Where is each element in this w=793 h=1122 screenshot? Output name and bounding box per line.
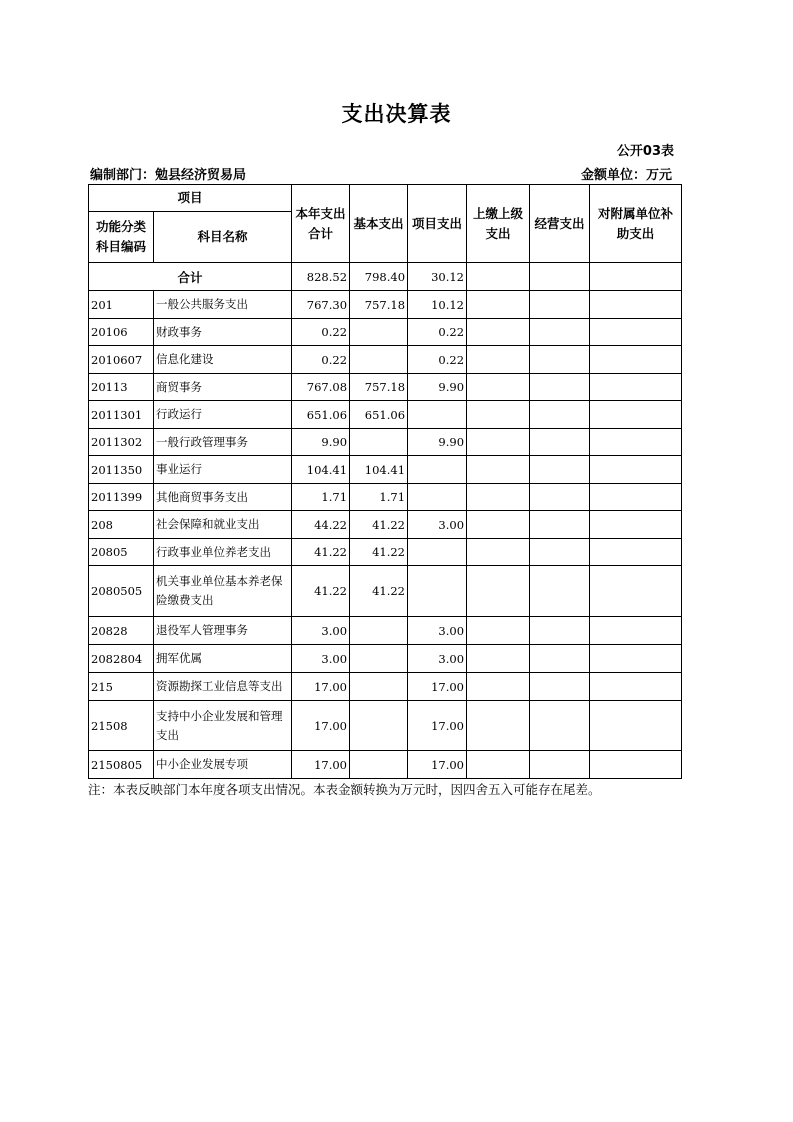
row-name: 财政事务	[154, 319, 292, 346]
row-basic	[350, 751, 408, 779]
row-total: 41.22	[292, 566, 350, 617]
row-basic	[350, 429, 408, 456]
row-code: 208	[89, 511, 154, 539]
row-code: 20106	[89, 319, 154, 346]
table-row	[89, 673, 682, 701]
row-business	[530, 456, 590, 484]
total-subsidy	[590, 263, 682, 291]
row-upper	[467, 346, 530, 374]
row-name: 机关事业单位基本养老保险缴费支出	[154, 566, 292, 617]
row-business	[530, 484, 590, 511]
row-basic: 757.18	[350, 291, 408, 319]
row-business	[530, 401, 590, 429]
row-name: 行政运行	[154, 401, 292, 429]
row-business	[530, 701, 590, 751]
table-row	[89, 401, 682, 429]
table-row	[89, 429, 682, 456]
row-basic	[350, 673, 408, 701]
row-name: 社会保障和就业支出	[154, 511, 292, 539]
total-label: 合计	[89, 263, 292, 291]
page-title: 支出决算表	[341, 102, 452, 126]
row-total: 17.00	[292, 751, 350, 779]
row-project: 9.90	[408, 429, 467, 456]
table-row	[89, 484, 682, 511]
row-business	[530, 751, 590, 779]
row-code: 2080505	[89, 566, 154, 617]
row-upper	[467, 617, 530, 645]
row-name: 一般行政管理事务	[154, 429, 292, 456]
row-project: 0.22	[408, 346, 467, 374]
row-project: 3.00	[408, 511, 467, 539]
row-basic: 651.06	[350, 401, 408, 429]
table-row	[89, 701, 682, 751]
row-total: 17.00	[292, 673, 350, 701]
row-project	[408, 566, 467, 617]
table-row	[89, 346, 682, 374]
row-total: 0.22	[292, 346, 350, 374]
row-name: 信息化建设	[154, 346, 292, 374]
total-row	[89, 263, 682, 291]
table-row	[89, 617, 682, 645]
row-project: 9.90	[408, 374, 467, 401]
row-business	[530, 539, 590, 566]
total-basic: 798.40	[350, 263, 408, 291]
row-total: 3.00	[292, 645, 350, 673]
row-project	[408, 484, 467, 511]
header-upper: 上缴上级支出	[467, 185, 530, 263]
total-upper	[467, 263, 530, 291]
total-amount: 828.52	[292, 263, 350, 291]
row-basic: 1.71	[350, 484, 408, 511]
row-subsidy	[590, 429, 682, 456]
row-project: 17.00	[408, 751, 467, 779]
row-basic	[350, 319, 408, 346]
expenditure-table	[88, 184, 682, 779]
row-business	[530, 374, 590, 401]
row-basic: 757.18	[350, 374, 408, 401]
header-name: 科目名称	[154, 212, 292, 263]
table-row	[89, 645, 682, 673]
row-upper	[467, 751, 530, 779]
row-name: 中小企业发展专项	[154, 751, 292, 779]
row-upper	[467, 374, 530, 401]
row-upper	[467, 673, 530, 701]
row-total: 767.30	[292, 291, 350, 319]
row-business	[530, 645, 590, 673]
table-row	[89, 291, 682, 319]
row-business	[530, 291, 590, 319]
table-row	[89, 511, 682, 539]
row-project	[408, 539, 467, 566]
total-project: 30.12	[408, 263, 467, 291]
table-row	[89, 751, 682, 779]
row-name: 事业运行	[154, 456, 292, 484]
department-label: 编制部门：勉县经济贸易局	[90, 168, 247, 183]
row-code: 2011399	[89, 484, 154, 511]
row-name: 退役军人管理事务	[154, 617, 292, 645]
row-name: 行政事业单位养老支出	[154, 539, 292, 566]
row-project: 3.00	[408, 617, 467, 645]
row-basic: 41.22	[350, 511, 408, 539]
row-basic	[350, 346, 408, 374]
row-upper	[467, 319, 530, 346]
row-upper	[467, 645, 530, 673]
header-business: 经营支出	[530, 185, 590, 263]
row-project: 17.00	[408, 673, 467, 701]
row-total: 44.22	[292, 511, 350, 539]
row-upper	[467, 484, 530, 511]
table-row	[89, 566, 682, 617]
footnote: 注：本表反映部门本年度各项支出情况。本表金额转换为万元时，因四舍五入可能存在尾差。	[88, 782, 601, 797]
row-basic	[350, 617, 408, 645]
row-business	[530, 511, 590, 539]
row-business	[530, 346, 590, 374]
row-project: 3.00	[408, 645, 467, 673]
row-total: 104.41	[292, 456, 350, 484]
row-total: 1.71	[292, 484, 350, 511]
row-total: 767.08	[292, 374, 350, 401]
row-upper	[467, 401, 530, 429]
row-total: 3.00	[292, 617, 350, 645]
row-upper	[467, 701, 530, 751]
row-project: 10.12	[408, 291, 467, 319]
row-code: 2011301	[89, 401, 154, 429]
row-subsidy	[590, 617, 682, 645]
total-business	[530, 263, 590, 291]
row-subsidy	[590, 374, 682, 401]
row-name: 资源勘探工业信息等支出	[154, 673, 292, 701]
row-subsidy	[590, 751, 682, 779]
row-basic: 41.22	[350, 566, 408, 617]
row-upper	[467, 566, 530, 617]
row-subsidy	[590, 566, 682, 617]
row-subsidy	[590, 673, 682, 701]
row-upper	[467, 429, 530, 456]
row-business	[530, 566, 590, 617]
row-name: 一般公共服务支出	[154, 291, 292, 319]
row-total: 0.22	[292, 319, 350, 346]
header-subsidy: 对附属单位补助支出	[590, 185, 682, 263]
row-subsidy	[590, 645, 682, 673]
row-total: 9.90	[292, 429, 350, 456]
row-code: 20828	[89, 617, 154, 645]
row-subsidy	[590, 291, 682, 319]
row-code: 2011302	[89, 429, 154, 456]
row-name: 其他商贸事务支出	[154, 484, 292, 511]
row-subsidy	[590, 319, 682, 346]
row-code: 201	[89, 291, 154, 319]
row-business	[530, 673, 590, 701]
row-total: 651.06	[292, 401, 350, 429]
row-project: 0.22	[408, 319, 467, 346]
row-name: 支持中小企业发展和管理支出	[154, 701, 292, 751]
row-subsidy	[590, 484, 682, 511]
unit-label: 金额单位：万元	[580, 168, 672, 183]
row-upper	[467, 511, 530, 539]
row-business	[530, 617, 590, 645]
row-total: 17.00	[292, 701, 350, 751]
row-code: 2011350	[89, 456, 154, 484]
table-row	[89, 456, 682, 484]
row-project: 17.00	[408, 701, 467, 751]
row-name: 拥军优属	[154, 645, 292, 673]
row-code: 2150805	[89, 751, 154, 779]
row-code: 20805	[89, 539, 154, 566]
table-row	[89, 539, 682, 566]
row-subsidy	[590, 401, 682, 429]
row-basic	[350, 701, 408, 751]
header-code: 功能分类科目编码	[89, 212, 154, 263]
row-code: 20113	[89, 374, 154, 401]
row-code: 2082804	[89, 645, 154, 673]
row-total: 41.22	[292, 539, 350, 566]
header-project: 项目支出	[408, 185, 467, 263]
row-upper	[467, 456, 530, 484]
row-basic: 41.22	[350, 539, 408, 566]
row-code: 21508	[89, 701, 154, 751]
table-row	[89, 374, 682, 401]
row-upper	[467, 291, 530, 319]
row-code: 215	[89, 673, 154, 701]
row-subsidy	[590, 456, 682, 484]
header-basic: 基本支出	[350, 185, 408, 263]
row-subsidy	[590, 701, 682, 751]
row-subsidy	[590, 511, 682, 539]
table-row	[89, 319, 682, 346]
row-project	[408, 401, 467, 429]
row-subsidy	[590, 539, 682, 566]
header-item: 项目	[89, 185, 292, 212]
row-code: 2010607	[89, 346, 154, 374]
row-basic: 104.41	[350, 456, 408, 484]
row-basic	[350, 645, 408, 673]
row-business	[530, 429, 590, 456]
row-project	[408, 456, 467, 484]
row-upper	[467, 539, 530, 566]
row-subsidy	[590, 346, 682, 374]
form-number: 公开03表	[616, 144, 674, 159]
row-name: 商贸事务	[154, 374, 292, 401]
header-total: 本年支出合计	[292, 185, 350, 263]
row-business	[530, 319, 590, 346]
